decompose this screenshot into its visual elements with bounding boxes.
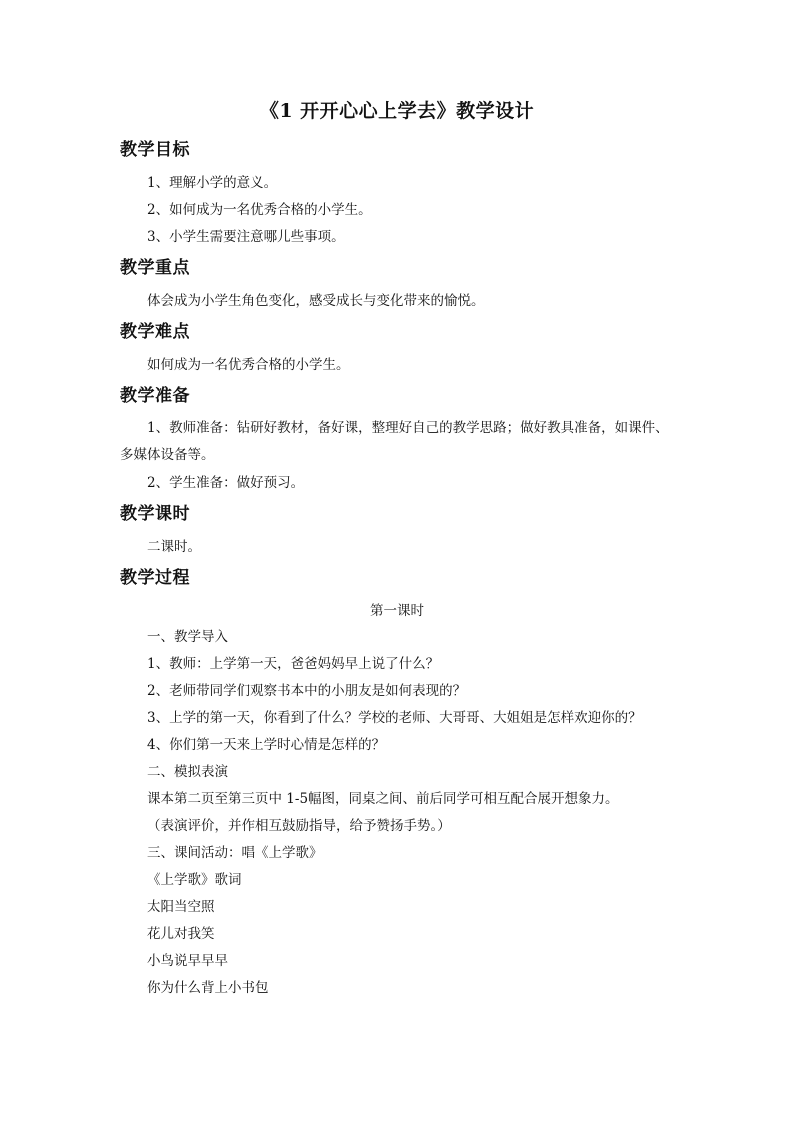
goal-item-3: 3、小学生需要注意哪儿些事项。 <box>147 229 345 245</box>
process-line-6: 二、模拟表演 <box>147 764 228 780</box>
process-line-13: 小鸟说早早早 <box>147 953 228 969</box>
goal-item-2: 2、如何成为一名优秀合格的小学生。 <box>147 202 372 218</box>
process-line-4: 3、上学的第一天，你看到了什么？学校的老师、大哥哥、大姐姐是怎样欢迎你的？ <box>147 710 642 726</box>
process-line-3: 2、老师带同学们观察书本中的小朋友是如何表现的？ <box>147 683 467 699</box>
heading-difficulties: 教学难点 <box>120 322 190 342</box>
heading-teaching-goals: 教学目标 <box>120 140 190 160</box>
heading-teaching-process: 教学过程 <box>120 568 190 588</box>
process-line-7: 课本第二页至第三页中 1-5幅图，同桌之间、前后同学可相互配合展开想象力。 <box>147 791 619 807</box>
lesson-label: 第一课时 <box>370 603 424 619</box>
process-line-14: 你为什么背上小书包 <box>147 980 269 996</box>
heading-preparation: 教学准备 <box>120 386 190 406</box>
process-line-5: 4、你们第一天来上学时心情是怎样的？ <box>147 737 386 753</box>
process-line-9: 三、课间活动：唱《上学歌》 <box>147 845 323 861</box>
process-line-12: 花儿对我笑 <box>147 926 215 942</box>
document-title: 《1 开开心心上学去》教学设计 <box>259 100 535 122</box>
class-hours-text: 二课时。 <box>147 539 201 555</box>
preparation-item-2: 2、学生准备：做好预习。 <box>147 475 305 491</box>
process-line-11: 太阳当空照 <box>147 899 215 915</box>
difficulties-text: 如何成为一名优秀合格的小学生。 <box>147 357 350 373</box>
process-line-8: （表演评价，并作相互鼓励指导，给予赞扬手势。） <box>147 818 451 834</box>
heading-key-points: 教学重点 <box>120 258 190 278</box>
process-line-1: 一、教学导入 <box>147 629 228 645</box>
process-line-10: 《上学歌》歌词 <box>147 872 242 888</box>
key-points-text: 体会成为小学生角色变化，感受成长与变化带来的愉悦。 <box>147 293 485 309</box>
process-line-2: 1、教师：上学第一天，爸爸妈妈早上说了什么？ <box>147 656 440 672</box>
goal-item-1: 1、理解小学的意义。 <box>147 175 278 191</box>
preparation-item-1: 1、教师准备：钻研好教材，备好课，整理好自己的教学思路；做好教具准备，如课件、多媒体设备等。 <box>120 420 669 463</box>
heading-class-hours: 教学课时 <box>120 504 190 524</box>
